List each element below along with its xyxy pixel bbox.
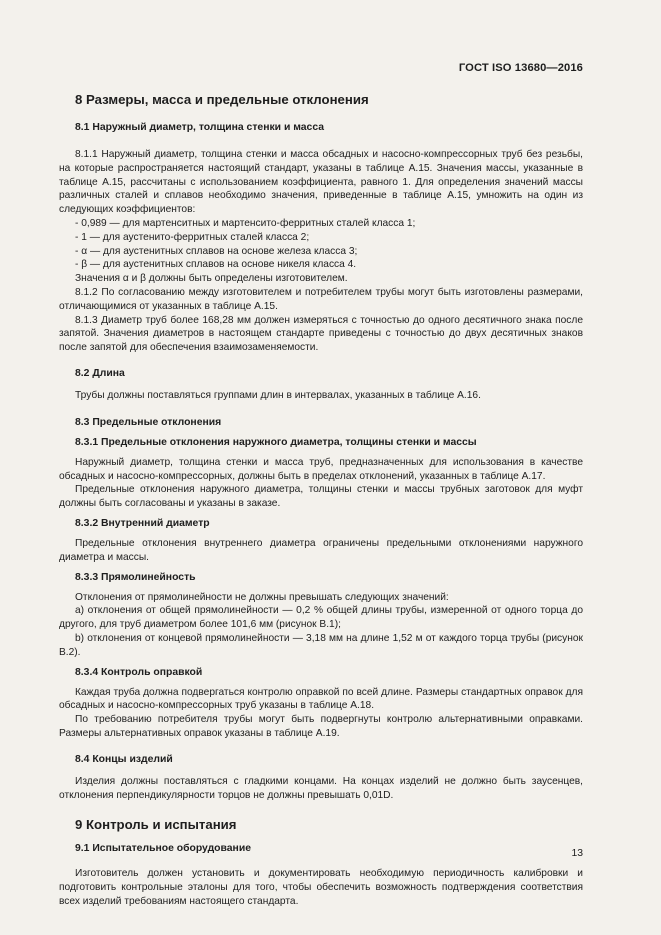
coefficient-item-1: - 0,989 — для мартенситных и мартенсито-ферритных сталей класса 1; xyxy=(75,217,416,229)
coefficient-item-3: - α — для аустенитных сплавов на основе железа класса 3; xyxy=(75,245,358,257)
section-8-3-3-heading: 8.3.3 Прямолинейность xyxy=(75,571,196,583)
section-9-1-heading: 9.1 Испытательное оборудование xyxy=(75,843,251,855)
page-content xyxy=(59,91,583,909)
paragraph-8-3-1-a: Наружный диаметр, толщина стенки и масса труб, предназначенных для использования в качестве обсадных и насосно-компрессорных, должны быть в пределах отклонений, указанных в таблице А.17. xyxy=(59,456,583,482)
paragraph-8-2: Трубы должны поставляться группами длин в интервалах, указанных в таблице А.16. xyxy=(75,389,481,401)
section-9-heading: 9 Контроль и испытания xyxy=(75,817,237,833)
paragraph-8-3-4-a: Каждая труба должна подвергаться контролю оправкой по всей длине. Размеры стандартных оправок для обсадных и насосно-компрессорных труб указаны в таблице А.18. xyxy=(59,686,583,712)
paragraph-8-3-2: Предельные отклонения внутреннего диаметра ограничены предельными отклонениями наружного диаметра и массы. xyxy=(59,537,583,563)
page-number: 13 xyxy=(571,848,583,859)
coefficient-item-2: - 1 — для аустенито-ферритных сталей класса 2; xyxy=(75,231,310,243)
coefficient-item-4: - β — для аустенитных сплавов на основе никеля класса 4. xyxy=(75,259,357,271)
section-8-3-heading: 8.3 Предельные отклонения xyxy=(75,416,222,428)
section-8-1-heading: 8.1 Наружный диаметр, толщина стенки и масса xyxy=(75,122,325,133)
coefficient-note: Значения α и β должны быть определены изготовителем. xyxy=(75,273,348,285)
paragraph-8-4: Изделия должны поставляться с гладкими концами. На концах изделий не должно быть заусенцев, отклонения перпендикулярности торцов не должны превышать 0,01D. xyxy=(59,775,583,801)
section-8-3-4-heading: 8.3.4 Контроль оправкой xyxy=(75,666,203,678)
section-8-3-2-heading: 8.3.2 Внутренний диаметр xyxy=(75,517,210,529)
straightness-item-b: b) отклонения от концевой прямолинейности — 3,18 мм на длине 1,52 м от каждого торца трубы (рисунок В.2). xyxy=(59,632,583,658)
paragraph-8-3-3: Отклонения от прямолинейности не должны превышать следующих значений: xyxy=(75,591,449,603)
paragraph-8-1-1: 8.1.1 Наружный диаметр, толщина стенки и масса обсадных и насосно-компрессорных труб без резьбы, на которые распространяется настоящий стандарт, указаны в таблице А.15. Значения массы, указанные в таблице А.15, рассчитаны с использованием коэффициента, равного 1. Для определения значений массы различных сталей и сплавов необходимо значения, приведенные в таблице А.15, умножить на один из следующих коэффициентов: xyxy=(59,149,583,216)
paragraph-8-3-4-b: По требованию потребителя трубы могут быть подвергнуты контролю альтернативными оправками. Размеры альтернативных оправок указаны в таблице А.19. xyxy=(59,714,583,739)
paragraph-8-3-1-b: Предельные отклонения наружного диаметра, толщины стенки и массы трубных заготовок для муфт должны быть согласованы и указаны в заказе. xyxy=(59,484,583,510)
paragraph-8-1-2: 8.1.2 По согласованию между изготовителем и потребителем трубы могут быть изготовлены размерами, отличающимися от указанных в таблице А.15. xyxy=(59,286,583,312)
paragraph-8-1-3: 8.1.3 Диаметр труб более 168,28 мм должен измеряться с точностью до одного десятичного знака после запятой. Значения диаметров в настоящем стандарте приведены с точностью до двух десятичных знаков после запятой для обеспечения взаимозаменяемости. xyxy=(59,314,583,354)
section-8-2-heading: 8.2 Длина xyxy=(75,367,125,379)
section-8-4-heading: 8.4 Концы изделий xyxy=(75,753,173,765)
section-8-heading: 8 Размеры, масса и предельные отклонения xyxy=(75,92,369,107)
paragraph-9-1: Изготовитель должен установить и документировать необходимую периодичность калибровки и подготовить контрольные эталоны для того, чтобы обеспечить возможность подтверждения соответствия всех изделий требованиям настоящего стандарта. xyxy=(59,868,583,907)
straightness-item-a: a) отклонения от общей прямолинейности — 0,2 % общей длины трубы, измеренной от одного торца до другого, для труб диаметром более 101,6 мм (рисунок В.1); xyxy=(59,605,583,631)
section-8-3-1-heading: 8.3.1 Предельные отклонения наружного диаметра, толщины стенки и массы xyxy=(75,436,477,448)
document-id: ГОСТ ISO 13680—2016 xyxy=(458,62,583,74)
